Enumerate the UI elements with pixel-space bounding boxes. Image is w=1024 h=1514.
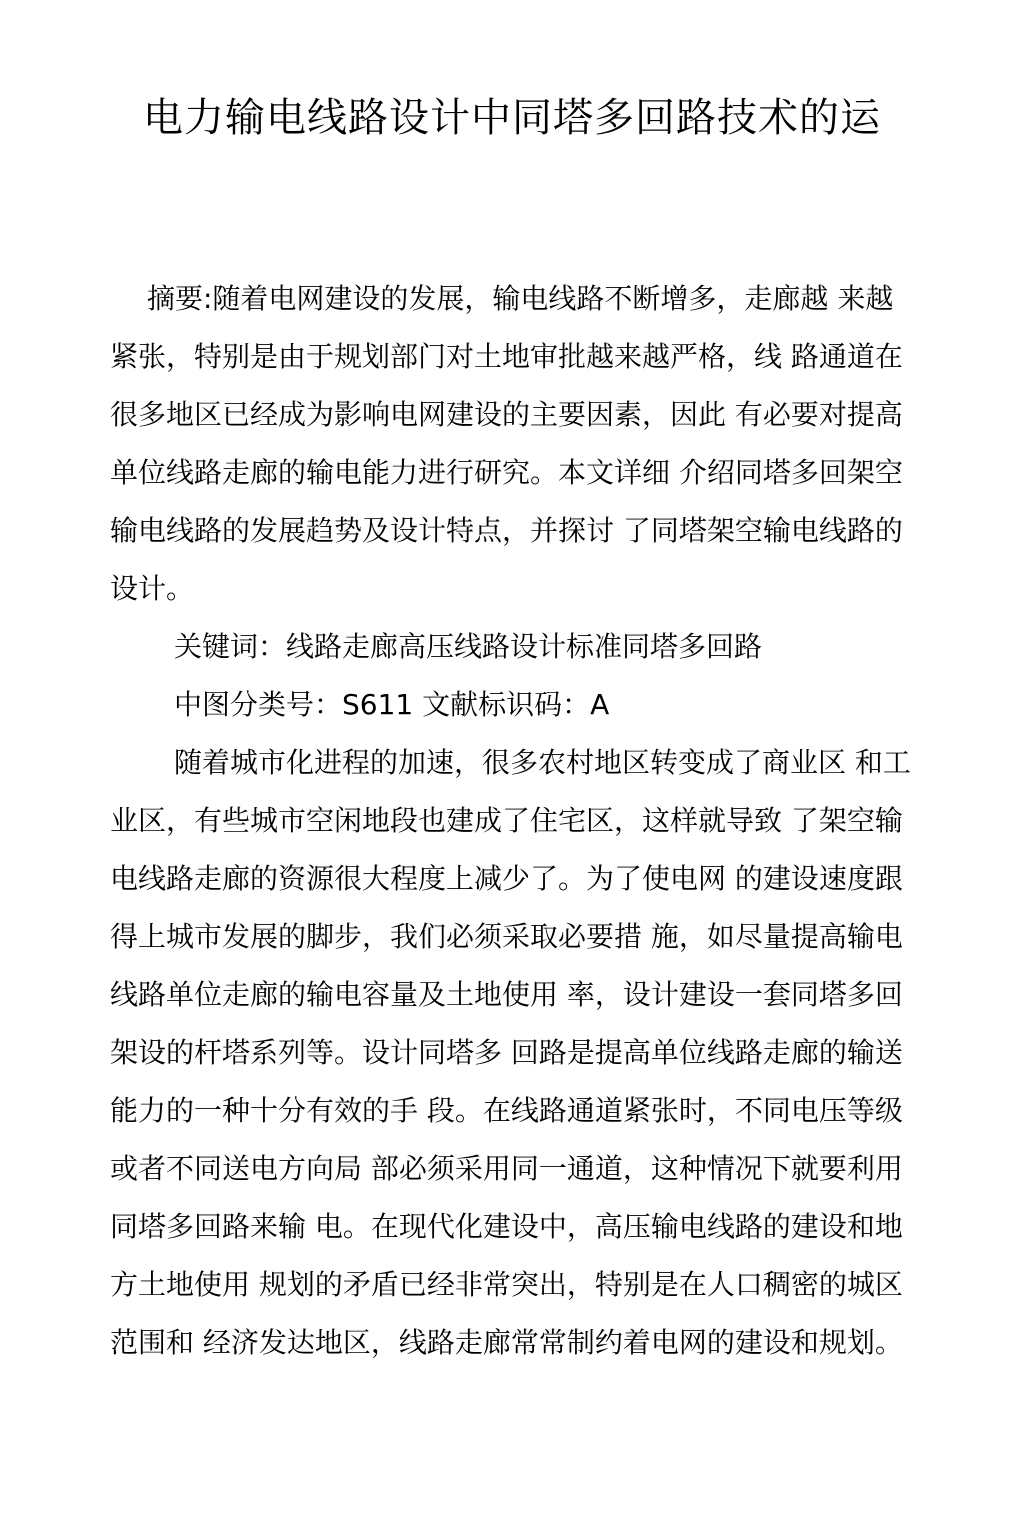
abstract-paragraph	[110, 270, 920, 618]
abstract-line: 设计。	[110, 572, 195, 605]
body-line: 或者不同送电方向局 部必须采用同一通道，这种情况下就要利用	[110, 1152, 903, 1185]
body-line: 得上城市发展的脚步，我们必须采取必要措 施，如尽量提高输电	[110, 920, 903, 953]
keywords-line: 关键词：线路走廊高压线路设计标准同塔多回路	[174, 630, 763, 663]
abstract-line: 摘要:随着电网建设的发展，输电线路不断增多，走廊越 来越	[147, 282, 894, 315]
body-line: 范围和 经济发达地区，线路走廊常常制约着电网的建设和规划。	[110, 1326, 903, 1359]
body-paragraph	[110, 734, 920, 1372]
abstract-line: 紧张，特别是由于规划部门对土地审批越来越严格，线 路通道在	[110, 340, 903, 373]
body-line: 方土地使用 规划的矛盾已经非常突出，特别是在人口稠密的城区	[110, 1268, 903, 1301]
abstract-line: 单位线路走廊的输电能力进行研究。本文详细 介绍同塔多回架空	[110, 456, 903, 489]
body-line: 同塔多回路来输 电。在现代化建设中，高压输电线路的建设和地	[110, 1210, 903, 1243]
body-line: 电线路走廊的资源很大程度上减少了。为了使电网 的建设速度跟	[110, 862, 903, 895]
classification-line: 中图分类号：S611 文献标识码：A	[174, 688, 610, 721]
body-line: 业区，有些城市空闲地段也建成了住宅区，这样就导致 了架空输	[110, 804, 903, 837]
body-line: 线路单位走廊的输电容量及土地使用 率，设计建设一套同塔多回	[110, 978, 903, 1011]
document-body	[110, 270, 920, 1372]
body-line: 架设的杆塔系列等。设计同塔多 回路是提高单位线路走廊的输送	[110, 1036, 903, 1069]
abstract-line: 输电线路的发展趋势及设计特点，并探讨 了同塔架空输电线路的	[110, 514, 903, 547]
body-line: 随着城市化进程的加速，很多农村地区转变成了商业区 和工	[174, 746, 911, 779]
abstract-line: 很多地区已经成为影响电网建设的主要因素，因此 有必要对提高	[110, 398, 903, 431]
body-line: 能力的一种十分有效的手 段。在线路通道紧张时，不同电压等级	[110, 1094, 903, 1127]
document-title: 电力输电线路设计中同塔多回路技术的运	[143, 95, 881, 141]
